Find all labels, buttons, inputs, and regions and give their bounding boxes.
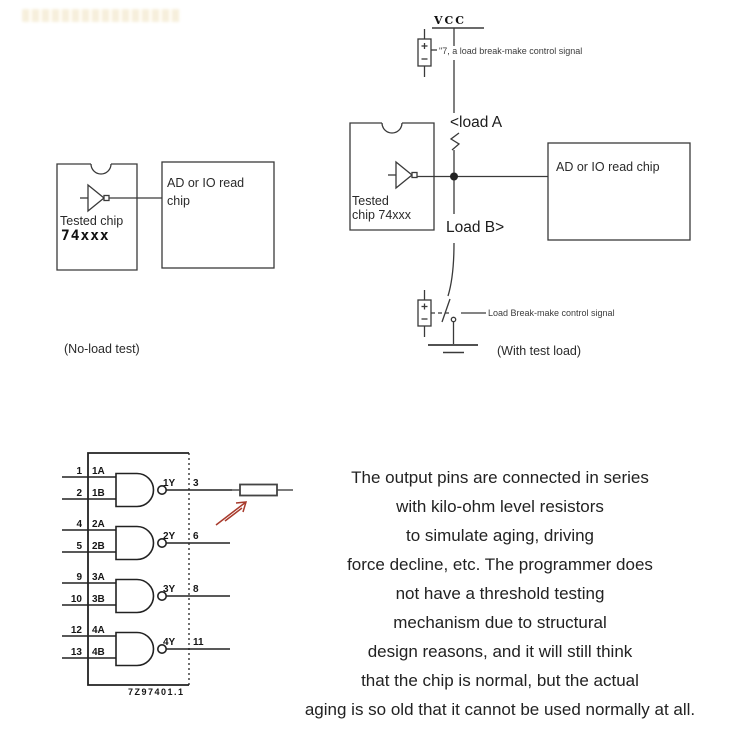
reader-chip-outline bbox=[548, 143, 690, 240]
tested-chip-label-line1: Tested bbox=[352, 194, 389, 208]
bottom-battery-symbol bbox=[418, 290, 431, 337]
pin-number: 2 bbox=[76, 488, 82, 499]
output-pin-number: 11 bbox=[193, 637, 204, 648]
ground-symbol bbox=[428, 345, 478, 353]
load-b-label: Load B> bbox=[446, 219, 505, 236]
pin-number: 9 bbox=[76, 572, 82, 583]
with-load-caption: (With test load) bbox=[497, 344, 582, 358]
pin-label: 1B bbox=[92, 488, 105, 499]
ic-part-number: 7Z97401.1 bbox=[128, 687, 185, 697]
pin-label: 3A bbox=[92, 572, 105, 583]
reader-chip-label: AD or IO read chip bbox=[167, 176, 245, 208]
output-label: 1Y bbox=[163, 478, 176, 489]
inverter-gate bbox=[396, 162, 412, 188]
pin-label: 2B bbox=[92, 541, 105, 552]
description-line: with kilo-ohm level resistors bbox=[396, 497, 604, 516]
pin-label: 4B bbox=[92, 647, 105, 658]
pin-number: 12 bbox=[70, 625, 82, 636]
tested-chip-label-line2: chip 74xxx bbox=[352, 208, 412, 222]
load-a-label: <load A bbox=[450, 114, 503, 131]
red-arrow bbox=[216, 502, 246, 525]
description-line: not have a threshold testing bbox=[395, 584, 605, 603]
description-line: The output pins are connected in series bbox=[351, 468, 649, 487]
pin-label: 2A bbox=[92, 519, 105, 530]
output-pin-number: 3 bbox=[193, 478, 199, 489]
pin-number: 1 bbox=[76, 466, 82, 477]
pin-label: 4A bbox=[92, 625, 105, 636]
inverter-gate bbox=[88, 185, 104, 211]
top-control-signal-label: "7, a load break-make control signal bbox=[439, 46, 583, 56]
top-battery-symbol bbox=[418, 29, 437, 77]
description-line: mechanism due to structural bbox=[393, 613, 607, 632]
pin-number: 5 bbox=[76, 541, 82, 552]
pin-label: 3B bbox=[92, 594, 105, 605]
description-line: to simulate aging, driving bbox=[405, 526, 595, 545]
output-label: 2Y bbox=[163, 531, 176, 542]
no-load-caption: (No-load test) bbox=[64, 342, 140, 356]
description-line: design reasons, and it will still think bbox=[367, 642, 633, 661]
output-label: 4Y bbox=[163, 637, 176, 648]
pin-number: 13 bbox=[70, 647, 82, 658]
break-zigzag bbox=[451, 133, 459, 150]
pin-label: 1A bbox=[92, 466, 105, 477]
bottom-control-signal-label: Load Break-make control signal bbox=[488, 308, 615, 318]
break-make-switch bbox=[431, 299, 486, 344]
chip-notch bbox=[91, 164, 111, 174]
description-line: aging is so old that it cannot be used normally at all. bbox=[304, 700, 696, 719]
output-label: 3Y bbox=[163, 584, 176, 595]
with-load-circuit-lines bbox=[350, 28, 690, 353]
output-pin-number: 8 bbox=[193, 584, 199, 595]
description-text bbox=[270, 463, 730, 724]
tested-chip-part-number: 74xxx bbox=[61, 228, 110, 244]
output-pin-number: 6 bbox=[193, 531, 199, 542]
junction-dot bbox=[450, 173, 458, 181]
reader-chip-label: AD or IO read chip bbox=[556, 160, 660, 174]
pin-number: 10 bbox=[70, 594, 82, 605]
pin-number: 4 bbox=[76, 519, 82, 530]
vcc-label: VCC bbox=[434, 14, 467, 27]
tested-chip-label: Tested chip bbox=[60, 214, 124, 228]
chip-notch bbox=[382, 123, 402, 133]
description-line: that the chip is normal, but the actual bbox=[361, 671, 639, 690]
description-line: force decline, etc. The programmer does bbox=[347, 555, 653, 574]
